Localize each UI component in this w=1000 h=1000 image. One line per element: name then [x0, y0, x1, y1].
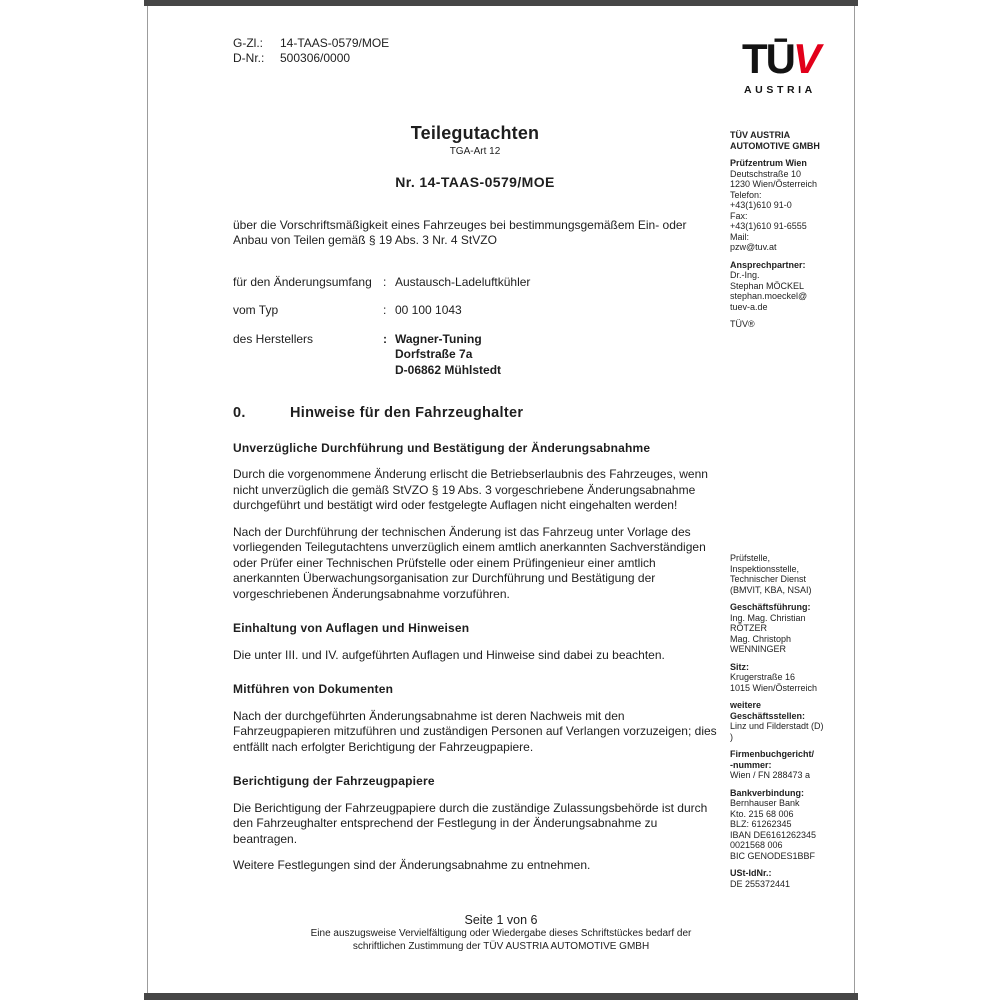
sidebar-line: Inspektionsstelle,	[730, 563, 800, 574]
subheading-mitfuehren: Mitführen von Dokumenten	[233, 682, 394, 696]
sidebar-line	[730, 742, 862, 749]
section-number: 0.	[233, 405, 246, 421]
tuv-logo-red-v: V	[793, 35, 820, 82]
sidebar-line: 1230 Wien/Österreich	[730, 179, 818, 189]
sidebar-line: Wien / FN 288473 a	[730, 770, 811, 780]
letterhead-sidebar-top	[730, 130, 862, 330]
copyright-note-line1: Eine auszugsweise Vervielfältigung oder Wiedergabe dieses Schriftstückes bedarf der	[310, 928, 692, 939]
reference-numbers	[233, 36, 389, 66]
letterhead-sidebar-bottom	[730, 553, 862, 889]
sidebar-line	[730, 151, 862, 158]
manufacturer-name: Wagner-Tuning	[395, 331, 482, 346]
page-number: Seite 1 von 6	[464, 913, 538, 927]
sidebar-line	[730, 253, 862, 260]
gz-ref-label: G-Zl.:	[233, 36, 263, 50]
subheading-einhaltung: Einhaltung von Auflagen und Hinweisen	[233, 621, 470, 635]
subheading-durchfuehrung: Unverzügliche Durchführung und Bestätigung der Änderungsabnahme	[233, 440, 651, 455]
sidebar-line: Ansprechpartner:	[730, 259, 806, 270]
sidebar-line: Mag. Christoph	[730, 633, 792, 644]
sidebar-line: Mail:	[730, 231, 750, 242]
sidebar-line: (BMVIT, KBA, NSAI)	[730, 584, 812, 595]
sidebar-line: Geschäftsführung:	[730, 602, 811, 612]
sidebar-line: +43(1)610 91-6555	[730, 221, 807, 231]
detail-row-typ	[233, 303, 717, 319]
detail-label: vom Typ	[233, 303, 279, 317]
sidebar-line: RÖTZER	[730, 623, 767, 633]
sidebar-line	[730, 861, 862, 868]
sidebar-line: 0021568 006	[730, 840, 783, 850]
sidebar-line: Firmenbuchgericht/	[730, 749, 815, 759]
sidebar-line: Prüfzentrum Wien	[730, 158, 807, 168]
gz-ref-row	[233, 36, 389, 51]
sidebar-line: -nummer:	[730, 759, 772, 770]
paragraph: Nach der durchgeführten Änderungsabnahme ist deren Nachweis mit den Fahrzeugpapieren mitzuführen und zuständigen Personen auf Verlangen vorzuzeigen; dies entfällt nach erfolgter Berichtigung der Fahrzeugpapiere.	[233, 708, 717, 754]
detail-row-hersteller	[233, 332, 717, 379]
detail-separator: :	[383, 274, 387, 289]
detail-separator: :	[383, 303, 387, 317]
detail-label: des Herstellers	[233, 331, 314, 346]
manufacturer-city: D-06862 Mühlstedt	[395, 362, 502, 377]
paragraph: Weitere Festlegungen sind der Änderungsabnahme zu entnehmen.	[233, 858, 591, 872]
dnr-ref-value: 500306/0000	[280, 51, 351, 65]
tuv-logo-black-letters: TŪ	[742, 35, 794, 82]
sidebar-line: DE 255372441	[730, 878, 791, 889]
sidebar-line: TÜV AUSTRIA	[730, 130, 791, 140]
sidebar-line: stephan.moeckel@	[730, 291, 808, 301]
details-table	[233, 275, 717, 379]
subheading-berichtigung: Berichtigung der Fahrzeugpapiere	[233, 774, 435, 788]
sidebar-line	[730, 595, 862, 602]
sidebar-line: Krugerstraße 16	[730, 672, 796, 682]
sidebar-line	[730, 781, 862, 788]
sidebar-line: 1015 Wien/Österreich	[730, 682, 818, 693]
tuv-logo-wordmark	[742, 35, 820, 82]
sidebar-line	[730, 655, 862, 662]
sidebar-line: Technischer Dienst	[730, 574, 807, 584]
document-page	[147, 0, 855, 1000]
sidebar-line: Linz und Filderstadt (D)	[730, 721, 824, 731]
detail-value: Austausch-Ladeluftkühler	[395, 274, 531, 289]
detail-value-address	[395, 332, 501, 379]
sidebar-line: Geschäftsstellen:	[730, 710, 806, 721]
sidebar-line: tuev-a.de	[730, 301, 768, 312]
sidebar-line: +43(1)610 91-0	[730, 200, 792, 210]
sidebar-line: Ing. Mag. Christian	[730, 612, 806, 623]
sidebar-line: BIC GENODES1BBF	[730, 850, 816, 861]
sidebar-line	[730, 312, 862, 319]
intro-paragraph: über die Vorschriftsmäßigkeit eines Fahrzeuges bei bestimmungsgemäßem Ein- oder Anbau von Teilen gemäß § 19 Abs. 3 Nr. 4 StVZO	[233, 217, 687, 247]
page-bottom-border	[144, 993, 858, 1000]
sidebar-line: Prüfstelle,	[730, 553, 771, 563]
copyright-note-line2: schriftlichen Zustimmung der TÜV AUSTRIA AUTOMOTIVE GMBH	[352, 940, 650, 952]
sidebar-line: Deutschstraße 10	[730, 168, 802, 179]
sidebar-line	[730, 693, 862, 700]
sidebar-line: Fax:	[730, 210, 748, 221]
sidebar-line: TÜV®	[730, 319, 755, 329]
tuv-logo-austria-label: AUSTRIA	[744, 84, 816, 96]
paragraph: Die unter III. und IV. aufgeführten Auflagen und Hinweise sind dabei zu beachten.	[233, 647, 665, 662]
detail-label: für den Änderungsumfang	[233, 274, 372, 289]
sidebar-line: Stephan MÖCKEL	[730, 280, 805, 291]
gz-ref-value: 14-TAAS-0579/MOE	[280, 36, 390, 50]
manufacturer-street: Dorfstraße 7a	[395, 347, 473, 361]
sidebar-line: Bankverbindung:	[730, 787, 805, 798]
dnr-ref-label: D-Nr.:	[233, 51, 265, 65]
sidebar-line: IBAN DE6161262345	[730, 829, 817, 840]
sidebar-line: BLZ: 61262345	[730, 819, 792, 829]
sidebar-line: WENNINGER	[730, 644, 786, 654]
paragraph: Durch die vorgenommene Änderung erlischt die Betriebserlaubnis des Fahrzeuges, wenn nicht unverzüglich die gemäß StVZO § 19 Abs. 3 vorgeschriebene Änderungsabnahme durchgeführt und bestätigt wird oder festgelegte Auflagen nicht eingehalten werden!	[233, 467, 708, 512]
sidebar-line: pzw@tuv.at	[730, 242, 777, 252]
sidebar-line: weitere	[730, 700, 762, 710]
tuv-austria-logo	[742, 35, 820, 96]
dnr-ref-row	[233, 51, 389, 66]
sidebar-line: AUTOMOTIVE GMBH	[730, 140, 820, 151]
document-subtitle: TGA-Art 12	[449, 145, 501, 157]
sidebar-line: Sitz:	[730, 661, 749, 672]
section-heading	[233, 406, 717, 422]
sidebar-line: USt-IdNr.:	[730, 868, 772, 878]
detail-value: 00 100 1043	[395, 303, 462, 317]
sidebar-line: Bernhauser Bank	[730, 798, 800, 808]
document-main-column	[233, 123, 717, 874]
paragraph: Nach der Durchführung der technischen Änderung ist das Fahrzeug unter Vorlage des vorliegenden Teilegutachtens unverzüglich einem amtlich anerkannten Sachverständigen oder Prüfer einer Technischen Prüfstelle oder einem Prüfingenieur einer amtlich anerkannten Überwachungsorganisation zur Durchführung und Bestätigung der vorgeschriebenen Änderungsabnahme vorzuführen.	[233, 524, 706, 601]
detail-row-aenderungsumfang	[233, 275, 717, 291]
page-footer	[148, 913, 854, 953]
section-title: Hinweise für den Fahrzeughalter	[290, 405, 524, 421]
sidebar-line: )	[730, 731, 733, 742]
sidebar-line: Dr.-Ing.	[730, 270, 760, 280]
detail-separator: :	[383, 331, 387, 346]
document-number: Nr. 14-TAAS-0579/MOE	[395, 174, 555, 190]
page-top-border	[144, 0, 858, 6]
sidebar-line: Kto. 215 68 006	[730, 808, 794, 819]
sidebar-line: Telefon:	[730, 189, 762, 200]
paragraph: Die Berichtigung der Fahrzeugpapiere durch die zuständige Zulassungsbehörde ist durch den Fahrzeughalter entsprechend der Festlegung in der Änderungsabnahme zu beantragen.	[233, 800, 708, 846]
document-title: Teilegutachten	[410, 123, 540, 143]
